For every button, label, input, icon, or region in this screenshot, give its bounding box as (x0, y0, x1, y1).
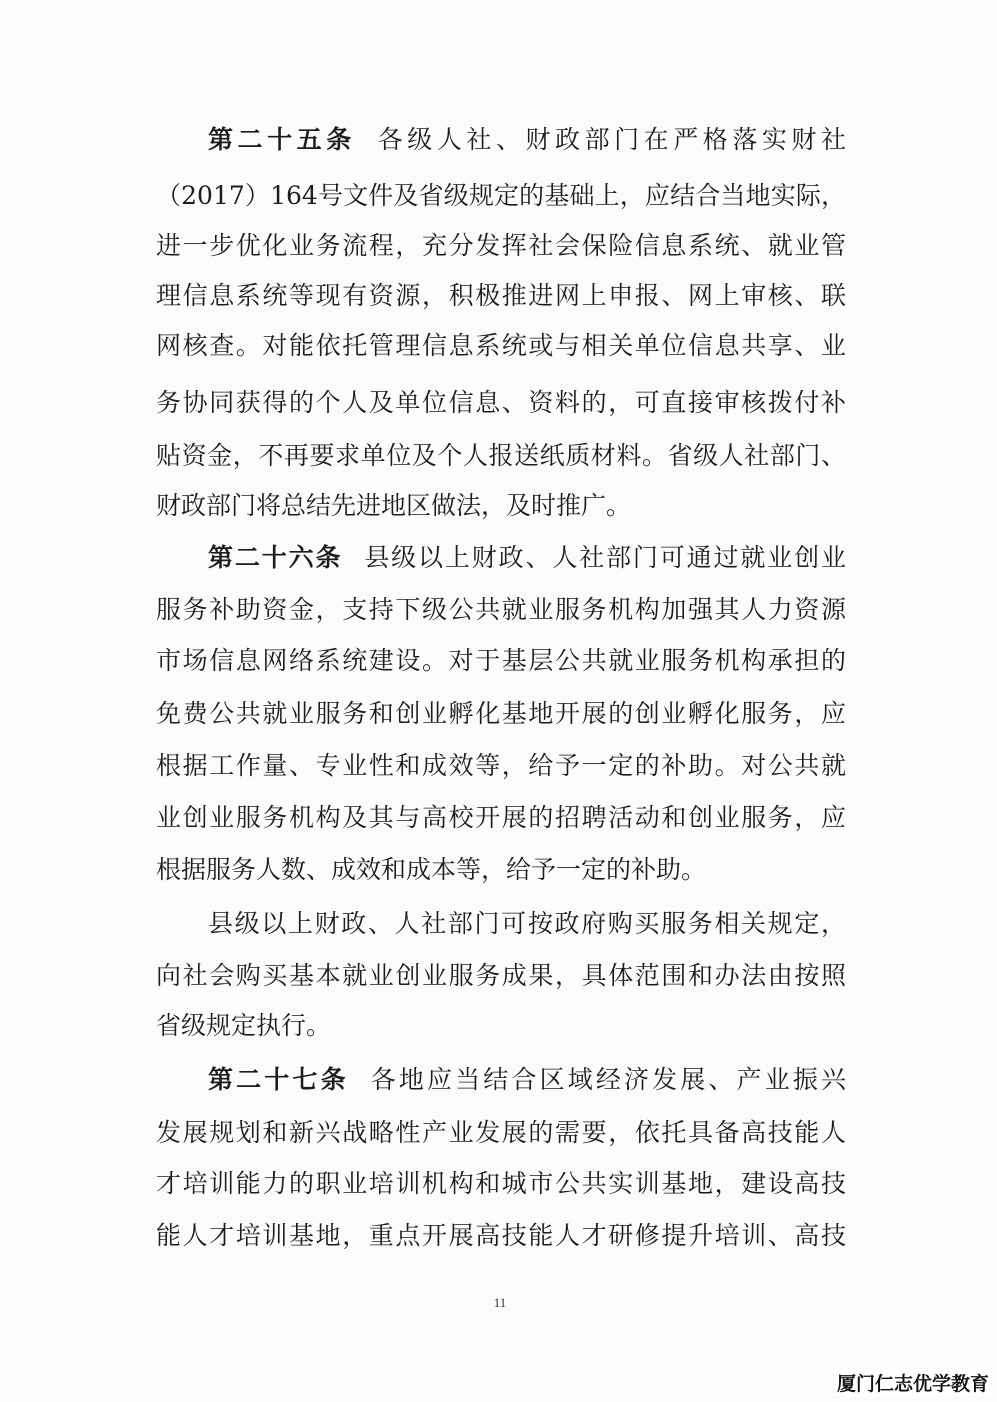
article-25-line-8: 财政部门将总结先进地区做法，及时推广。 (156, 491, 632, 520)
article-25-line-4: 理信息系统等现有资源，积极推进网上申报、网上审核、联 (156, 281, 846, 310)
article-25-line-7: 贴资金，不再要求单位及个人报送纸质材料。省级人社部门、 (156, 441, 846, 470)
article-25-line-1: 第二十五条 各级人社、财政部门在严格落实财社 (208, 125, 846, 154)
article-26-line-4: 免费公共就业服务和创业孵化基地开展的创业孵化服务，应 (156, 699, 846, 728)
article-26-line-6: 业创业服务机构及其与高校开展的招聘活动和创业服务，应 (156, 803, 846, 832)
article-27-line-3: 才培训能力的职业培训机构和城市公共实训基地，建设高技 (156, 1169, 846, 1198)
article-25-heading: 第二十五条 (208, 125, 356, 154)
paragraph-26b-line-3: 省级规定执行。 (156, 1011, 332, 1040)
article-26-heading: 第二十六条 (208, 543, 343, 572)
article-27-line-4: 能人才培训基地，重点开展高技能人才研修提升培训、高技 (156, 1221, 846, 1250)
article-26-line-3: 市场信息网络系统建设。对于基层公共就业服务机构承担的 (156, 646, 846, 675)
watermark: 厦门仁志优学教育 (835, 1369, 991, 1396)
article-26-line-1: 第二十六条 县级以上财政、人社部门可通过就业创业 (208, 543, 846, 572)
article-26-line-7: 根据服务人数、成效和成本等，给予一定的补助。 (156, 855, 707, 884)
paragraph-26b-line-2: 向社会购买基本就业创业服务成果，具体范围和办法由按照 (156, 961, 846, 990)
article-27-heading: 第二十七条 (208, 1065, 349, 1094)
article-25-line-5: 网核查。对能依托管理信息系统或与相关单位信息共享、业 (156, 331, 846, 360)
article-27-line-1: 第二十七条 各地应当结合区域经济发展、产业振兴 (208, 1065, 846, 1094)
article-26-line-2: 服务补助资金，支持下级公共就业服务机构加强其人力资源 (156, 595, 846, 624)
article-25-line-2: （2017）164号文件及省级规定的基础上，应结合当地实际， (156, 181, 846, 210)
article-25-line-3: 进一步优化业务流程，充分发挥社会保险信息系统、就业管 (156, 231, 846, 260)
page-number: 11 (493, 1295, 507, 1310)
paragraph-26b-line-1: 县级以上财政、人社部门可按政府购买服务相关规定， (208, 909, 846, 938)
article-25-line-6: 务协同获得的个人及单位信息、资料的，可直接审核拨付补 (156, 388, 846, 417)
article-26-line-5: 根据工作量、专业性和成效等，给予一定的补助。对公共就 (156, 751, 846, 780)
article-27-line-2: 发展规划和新兴战略性产业发展的需要，依托具备高技能人 (156, 1118, 846, 1147)
